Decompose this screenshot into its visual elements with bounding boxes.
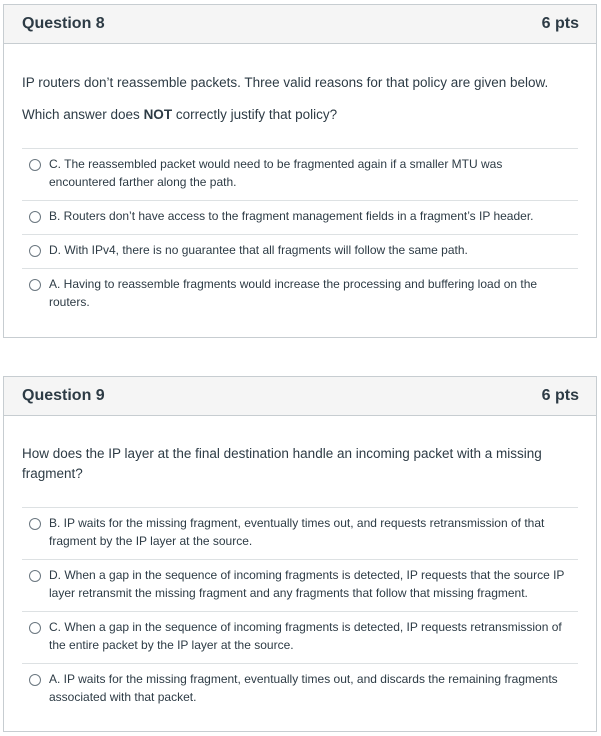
question-body — [4, 44, 596, 320]
question-points: 6 pts — [541, 387, 579, 404]
question-points: 6 pts — [541, 15, 579, 32]
answer-label[interactable]: D. When a gap in the sequence of incoming fragments is detected, IP requests that the source IP layer retransmit the missing fragment and any fragments that follow that missing fragment. — [49, 568, 565, 600]
question-9-card — [3, 376, 597, 732]
answer-option[interactable] — [22, 200, 578, 234]
question-text-line: IP routers don’t reassemble packets. Three valid reasons for that policy are given below. — [22, 75, 549, 90]
answer-option[interactable] — [22, 148, 578, 200]
radio-button-icon[interactable] — [29, 570, 41, 582]
answer-option[interactable] — [22, 234, 578, 268]
question-text-segment: Which answer does — [22, 107, 144, 122]
answer-option[interactable] — [22, 507, 578, 559]
radio-button-icon[interactable] — [29, 159, 41, 171]
radio-button-icon[interactable] — [29, 518, 41, 530]
question-body — [4, 416, 596, 715]
radio-button-icon[interactable] — [29, 674, 41, 686]
answer-label[interactable]: A. IP waits for the missing fragment, eventually times out, and discards the remaining fragments associated with that packet. — [49, 672, 558, 704]
answer-label[interactable]: B. IP waits for the missing fragment, eventually times out, and requests retransmission of that fragment by the IP layer at the source. — [49, 516, 545, 548]
question-title: Question 8 — [22, 15, 105, 32]
radio-button-icon[interactable] — [29, 211, 41, 223]
answer-label[interactable]: C. The reassembled packet would need to be fragmented again if a smaller MTU was encountered farther along the path. — [49, 157, 503, 189]
answer-option[interactable] — [22, 559, 578, 611]
answer-list — [22, 148, 578, 320]
question-header — [4, 5, 596, 44]
question-text — [22, 416, 578, 484]
question-text-line: How does the IP layer at the final destination handle an incoming packet with a missing fragment? — [22, 446, 542, 481]
answer-option[interactable] — [22, 268, 578, 320]
radio-button-icon[interactable] — [29, 245, 41, 257]
question-text-line — [22, 105, 578, 125]
answer-label[interactable]: C. When a gap in the sequence of incoming fragments is detected, IP requests retransmission of the entire packet by the IP layer at the source. — [49, 620, 562, 652]
answer-label[interactable]: D. With IPv4, there is no guarantee that all fragments will follow the same path. — [49, 243, 468, 257]
answer-label[interactable]: B. Routers don’t have access to the fragment management fields in a fragment’s IP header. — [49, 209, 534, 223]
question-text-segment: correctly justify that policy? — [172, 107, 338, 122]
question-title: Question 9 — [22, 387, 105, 404]
radio-button-icon[interactable] — [29, 279, 41, 291]
answer-list — [22, 507, 578, 715]
question-text — [22, 44, 578, 125]
question-header — [4, 377, 596, 416]
radio-button-icon[interactable] — [29, 622, 41, 634]
answer-option[interactable] — [22, 663, 578, 715]
answer-label[interactable]: A. Having to reassemble fragments would increase the processing and buffering load on the routers. — [49, 277, 538, 309]
answer-option[interactable] — [22, 611, 578, 663]
question-text-emphasis: NOT — [143, 107, 173, 122]
question-8-card — [3, 4, 597, 338]
